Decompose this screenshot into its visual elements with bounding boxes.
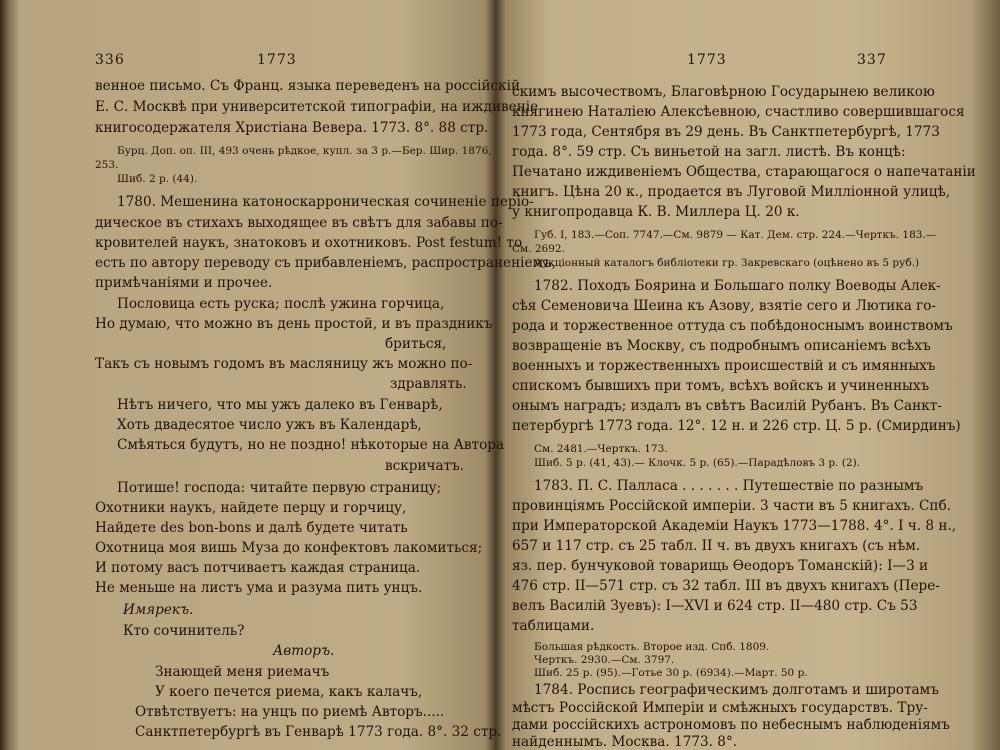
verse-line: Нѣтъ ничего, что мы ужъ далеко въ Генварѣ, [117, 397, 443, 413]
footnote-line: Аукціонный каталогъ библіотеки гр. Закревскаго (оцѣнено въ 5 руб.) [534, 257, 920, 269]
text-line: 1773 года, Сентября въ 29 день. Въ Санктпетербургѣ, 1773 [512, 124, 940, 140]
text-line: рода и торжественное оттуда съ побѣдоноснымъ воинствомъ [512, 318, 953, 334]
text-line: 1783. П. С. Палласа . . . . . . . Путешествіе по разнымъ [534, 478, 924, 494]
text-line: у книгопродавца К. В. Миллера Ц. 20 к. [512, 204, 800, 220]
footnote-line: Шиб. 25 р. (95).—Готье 30 р. (6934).—Март. 50 р. [534, 667, 808, 679]
verse-line: Но думаю, что можно въ день простой, и въ праздникъ [95, 316, 493, 332]
footnote-line: Шиб. 2 р. (44). [117, 173, 198, 185]
text-line: скимъ высочествомъ, Благовѣрною Государынею великою [512, 84, 935, 100]
verse-line: У коего печется риема, какъ калачъ, [155, 684, 423, 700]
text-line: велъ Василій Зуевъ): I—XVI и 624 стр. II—480 стр. Съ 53 [512, 598, 918, 614]
text-line: спискомъ бывшихъ при томъ, всѣхъ войскъ и учиненныхъ [512, 378, 930, 394]
text-line: кровителей наукъ, знатоковъ и охотниковъ. Post festum! то [95, 235, 523, 251]
verse-line: бриться, [385, 336, 447, 352]
text-line: мѣстъ Россійской Имперіи и смѣжныхъ государствъ. Тру- [512, 700, 928, 716]
verse-line: здравлять. [390, 376, 467, 392]
page-number: 337 [857, 52, 887, 68]
verse-line: Такъ съ новымъ годомъ въ масляницу жъ можно по- [95, 356, 473, 372]
text-line: Е. С. Москвѣ при университетской типографіи, на иждивеніе [95, 99, 539, 115]
verse-line: Знающей меня риемачъ [155, 664, 330, 680]
verse-line: Отвѣтствуетъ: на унцъ по риемѣ Авторъ..... [135, 704, 445, 720]
footnote-line: 253. [95, 159, 119, 171]
text-line: 1782. Походъ Боярина и Большаго полку Воеводы Алек- [534, 278, 941, 294]
text-line: 657 и 117 стр. съ 25 табл. II ч. въ двухъ книгахъ (съ нѣм. [512, 538, 921, 554]
verse-line: Потише! господа: читайте первую страницу; [117, 480, 442, 496]
verse-line: Охотники наукъ, найдете перцу и горчицу, [95, 500, 407, 516]
text-line: возвращеніе въ Москву, съ подробнымъ описаніемъ всѣхъ [512, 338, 931, 354]
verse-line: Охотница моя вишь Муза до конфектовъ лакомиться; [95, 540, 483, 556]
verse-line: Найдете des bon-bons и далѣ будете читать [95, 520, 408, 536]
speaker-label: Авторъ. [273, 643, 335, 659]
text-line: года. 8°. 59 стр. Съ виньетой на загл. листѣ. Въ концѣ: [512, 144, 906, 160]
text-line: сѣя Семеновича Шеина къ Азову, взятіе сего и Лютика го- [512, 298, 937, 314]
text-line: Печатано иждивеніемъ Общества, старающагося о напечатаніи [512, 164, 976, 180]
text-line: военныхъ и торжественныхъ происшествій и съ имянныхъ [512, 358, 936, 374]
verse-line: Хоть двадесятое число ужъ въ Календарѣ, [117, 417, 422, 433]
footnote-line: См. 2481.—Черткъ. 173. [534, 443, 668, 455]
text-line: Санктпетербургѣ въ Генварѣ 1773 года. 8°. 32 стр. [135, 724, 502, 740]
text-line: 476 стр. II—571 стр. съ 32 табл. III въ двухъ книгахъ (Пере- [512, 578, 940, 594]
page-number: 336 [95, 52, 125, 68]
text-line: книгъ. Цѣна 20 к., продается въ Луговой Милліонной улицѣ, [512, 184, 951, 200]
text-line: есть по автору переводу съ прибавленіемъ, распространеніемъ, [95, 255, 557, 271]
text-line: дами россійскихъ астрономовъ по небеснымъ наблюденіямъ [512, 717, 950, 733]
footnote-line: Большая рѣдкость. Второе изд. Спб. 1809. [534, 641, 770, 653]
text-line: княгинею Наталіею Алексѣевною, счастливо совершившагося [512, 104, 965, 120]
text-line: яз. пер. бунчуковой товарищь Ѳеодоръ Томанскій): I—3 и [512, 558, 929, 574]
verse-line: Не меньше на листъ ума и разума пить унцъ. [95, 580, 423, 596]
footnote-line: См. 2692. [512, 243, 565, 255]
running-head: 1773 [257, 52, 297, 68]
text-line: примѣчаніями и прочее. [95, 275, 273, 291]
footnote-line: Шиб. 5 р. (41, 43).— Клочк. 5 р. (65).—Парадѣловъ 3 р. (2). [534, 457, 861, 469]
right-page [512, 0, 976, 750]
footnote-line: Губ. I, 183.—Соп. 7747.—См. 9879 — Кат. Дем. стр. 224.—Черткъ. 183.— [534, 229, 937, 241]
text-line: дическое въ стихахъ выходящее въ свѣтъ для забавы по- [95, 215, 503, 231]
footnote-line: Бурц. Доп. оп. III, 493 очень рѣдкое, купл. за 3 р.—Бер. Шир. 1876, [117, 145, 492, 157]
verse-line: И потому васъ потчиваетъ каждая страница. [95, 560, 421, 576]
text-line: найденнымъ. Москва. 1773. 8°. [512, 734, 738, 750]
text-line: онымъ наградъ; издалъ въ свѣтъ Василій Рубанъ. Въ Санкт- [512, 398, 942, 414]
verse-line: вскричатъ. [385, 458, 465, 474]
speaker-label: Имярекъ. [123, 602, 194, 618]
text-line: петербургѣ 1773 года. 12°. 12 н. и 226 стр. Ц. 5 р. (Смирдинъ) [512, 418, 961, 434]
text-line: таблицами. [512, 618, 595, 634]
running-head: 1773 [687, 52, 727, 68]
text-line: провинціямъ Россійской имперіи. 3 части въ 5 книгахъ. Спб. [512, 498, 951, 514]
verse-line: Кто сочинитель? [123, 623, 245, 639]
text-line: при Императорской Академіи Наукъ 1773—1788. 4°. I ч. 8 н., [512, 518, 957, 534]
text-line: книгосодержателя Христіана Вевера. 1773. 8°. 88 стр. [95, 120, 489, 136]
text-line: 1780. Мешенина катоноскарроническая сочиненіе періо- [117, 194, 534, 210]
footnote-line: Черткъ. 2930.—См. 3797. [534, 654, 675, 666]
text-line: 1784. Роспись географическимъ долготамъ и широтамъ [534, 682, 939, 698]
verse-line: Пословица есть руска; послѣ ужина горчица, [117, 296, 445, 312]
text-line: венное письмо. Съ Франц. языка переведенъ на россійскій [95, 78, 521, 94]
verse-line: Смѣяться будутъ, но не поздно! нѣкоторые на Автора [117, 437, 505, 453]
